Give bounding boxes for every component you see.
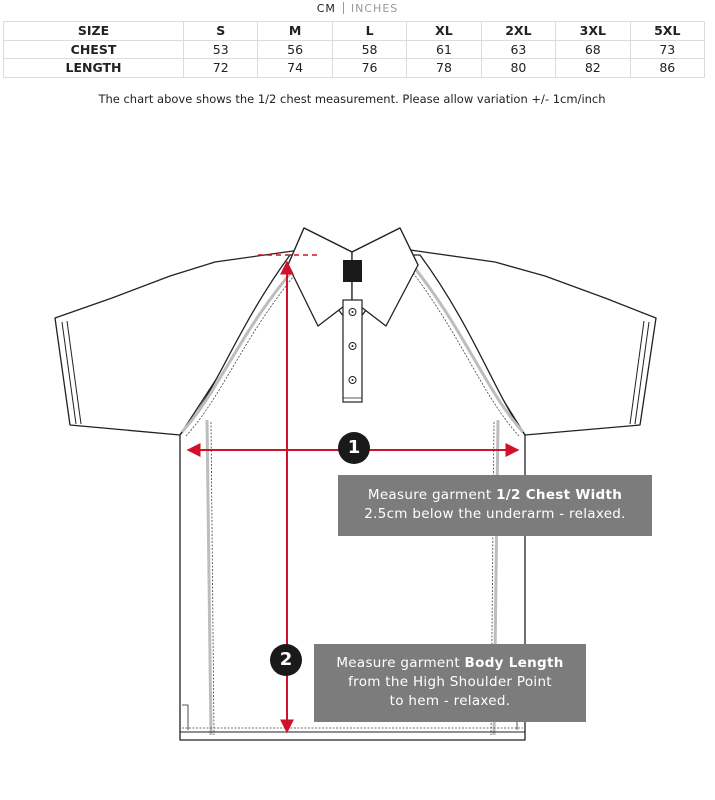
- table-cell: 80: [481, 59, 555, 78]
- body-length-callout: [314, 644, 586, 722]
- chest-callout-prefix: Measure garment: [367, 487, 497, 503]
- neck-label: [343, 260, 362, 282]
- chest-callout-bold: 1/2 Chest Width: [496, 487, 623, 503]
- row-label-chest: CHEST: [4, 40, 184, 59]
- table-cell: 68: [556, 40, 630, 59]
- size-header-cell: 3XL: [556, 22, 630, 41]
- table-cell: 86: [630, 59, 704, 78]
- chest-callout-line1: [338, 486, 652, 505]
- measurement-note: The chart above shows the 1/2 chest measurement. Please allow variation +/- 1cm/inch: [98, 92, 606, 106]
- length-callout-bold: Body Length: [464, 655, 564, 671]
- table-cell: 56: [258, 40, 332, 59]
- unit-inches-option[interactable]: INCHES: [350, 2, 399, 15]
- length-callout-line3: to hem - relaxed.: [389, 693, 511, 709]
- length-callout-line2: from the High Shoulder Point: [348, 674, 552, 690]
- length-callout-line1: [314, 654, 586, 673]
- size-header-cell: S: [184, 22, 258, 41]
- size-header-cell: 2XL: [481, 22, 555, 41]
- size-header-cell: M: [258, 22, 332, 41]
- unit-cm-option[interactable]: CM: [316, 2, 336, 15]
- table-cell: 74: [258, 59, 332, 78]
- table-cell: 61: [407, 40, 481, 59]
- measurement-1-badge: 1: [338, 432, 370, 464]
- size-header-cell: L: [332, 22, 406, 41]
- table-cell: 63: [481, 40, 555, 59]
- table-cell: 78: [407, 59, 481, 78]
- chest-callout-line2: 2.5cm below the underarm - relaxed.: [364, 506, 626, 522]
- size-header-cell: XL: [407, 22, 481, 41]
- length-callout-prefix: Measure garment: [336, 655, 465, 671]
- table-cell: 82: [556, 59, 630, 78]
- measurement-2-badge: 2: [270, 644, 302, 676]
- table-cell: 58: [332, 40, 406, 59]
- size-header-label: SIZE: [4, 22, 184, 41]
- table-cell: 76: [332, 59, 406, 78]
- chest-width-callout: [338, 475, 652, 536]
- table-cell: 72: [184, 59, 258, 78]
- table-cell: 73: [630, 40, 704, 59]
- row-label-length: LENGTH: [4, 59, 184, 78]
- size-header-cell: 5XL: [630, 22, 704, 41]
- table-cell: 53: [184, 40, 258, 59]
